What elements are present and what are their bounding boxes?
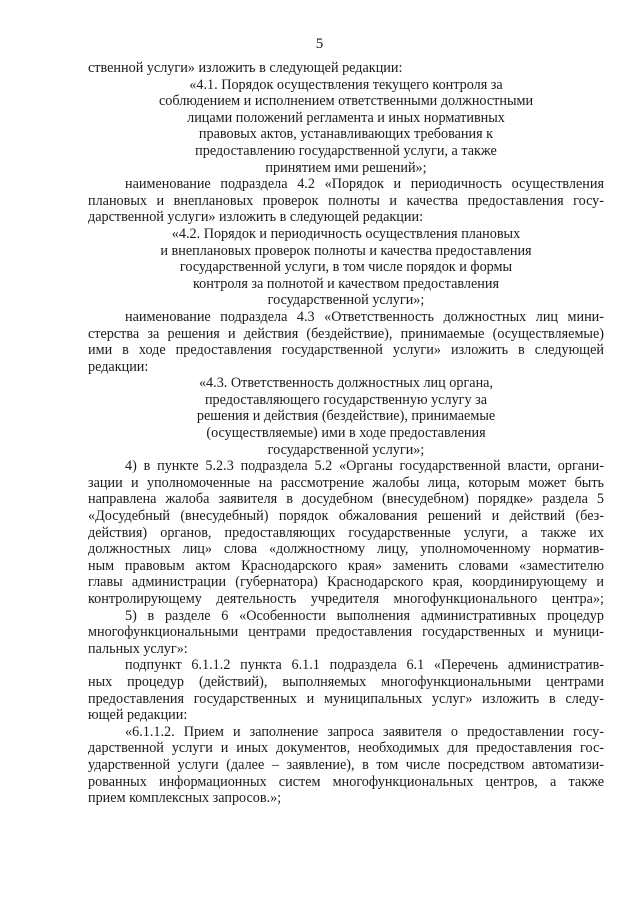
text-line: 4) в пункте 5.2.3 подраздела 5.2 «Органы государственной власти, органи- [125, 458, 604, 475]
text-line: (осуществляемые) ими в ходе предоставления [206, 425, 486, 442]
text-line: решения и действия (бездействие), принимаемые [196, 408, 496, 425]
text-line: ственной услуги» изложить в следующей редакции: [88, 60, 403, 76]
text-line: ным правовым актом Краснодарского края» заменить словами «заместителю [88, 557, 604, 574]
text-line: действия) органов, предоставляющих государственные услуги, а также их [88, 524, 604, 541]
text-line: и внеплановых проверок полноты и качества предоставления [160, 242, 532, 259]
text-line: рованных информационных систем многофункциональных центров, а также [88, 773, 604, 790]
text-line: 5) в разделе 6 «Особенности выполнения административных процедур [125, 607, 604, 624]
text-line: ими в ходе предоставления государственной услуги» изложить в следующей [88, 342, 604, 359]
text-line: лицами положений регламента и иных нормативных [187, 109, 505, 126]
page-number: 5 [315, 36, 324, 52]
text-line: пальных услуг»: [88, 640, 188, 657]
text-line: наименование подраздела 4.2 «Порядок и периодичность осуществления [125, 176, 604, 193]
text-line: должностных лиц» слова «должностному лицу, уполномоченному норматив- [88, 541, 604, 558]
text-line: «4.1. Порядок осуществления текущего контроля за [189, 76, 503, 93]
text-line: наименование подраздела 4.3 «Ответственность должностных лиц мини- [125, 308, 604, 325]
text-line: зации и уполномоченные на рассмотрение жалобы лица, которым может быть [88, 474, 604, 491]
text-line: «Досудебный (внесудебный) порядок обжалования решений и действий (без- [88, 508, 604, 525]
text-line: редакции: [88, 358, 149, 375]
text-line: предоставляющего государственную услугу за [204, 391, 488, 408]
text-line: «4.2. Порядок и периодичность осуществления плановых [171, 225, 521, 242]
text-line: подпункт 6.1.1.2 пункта 6.1.1 подраздела 6.1 «Перечень административ- [125, 657, 604, 674]
text-line: ударственной услуги (далее – заявление), в том числе посредством автоматизи- [88, 756, 604, 773]
text-line: контролирующему деятельность учредителя многофункционального центра»; [88, 591, 604, 607]
text-line: соблюдением и исполнением ответственными должностными [158, 93, 534, 110]
text-line: контроля за полнотой и качеством предоставления [193, 275, 499, 292]
body-text [88, 60, 604, 807]
text-line: прием комплексных запросов.»; [88, 790, 282, 807]
text-line: многофункциональными центрами предоставления государственных и муници- [88, 624, 604, 641]
text-line: дарственной услуги» изложить в следующей редакции: [88, 209, 424, 226]
text-line: предоставления государственных и муниципальных услуг» изложить в следу- [88, 690, 604, 707]
text-line: направлена жалоба заявителя в досудебном (внесудебном) порядке» раздела 5 [88, 491, 604, 508]
text-line: предоставлению государственной услуги, а также [195, 142, 497, 159]
text-line: государственной услуги»; [267, 292, 425, 309]
text-line: ных процедур (действий), выполняемых многофункциональными центрами [88, 673, 604, 690]
text-line: плановых и внеплановых проверок полноты и качества предоставления госу- [88, 192, 604, 209]
text-line: «6.1.1.2. Прием и заполнение запроса заявителя о предоставлении госу- [125, 723, 604, 740]
text-line: правовых актов, устанавливающих требования к [198, 126, 494, 143]
text-line: стерства за решения и действия (бездействие), принимаемые (осуществляемые) [88, 325, 604, 342]
text-line: дарственной услуги и иных документов, необходимых для предоставления гос- [88, 740, 604, 757]
text-line: государственной услуги, в том числе порядок и формы [179, 259, 513, 276]
text-line: государственной услуги»; [267, 441, 425, 458]
text-line: принятием ими решений»; [265, 159, 427, 176]
text-line: «4.3. Ответственность должностных лиц органа, [198, 375, 494, 392]
text-line: главы администрации (губернатора) Краснодарского края, координирующему и [88, 574, 604, 591]
text-line: ющей редакции: [88, 707, 188, 724]
